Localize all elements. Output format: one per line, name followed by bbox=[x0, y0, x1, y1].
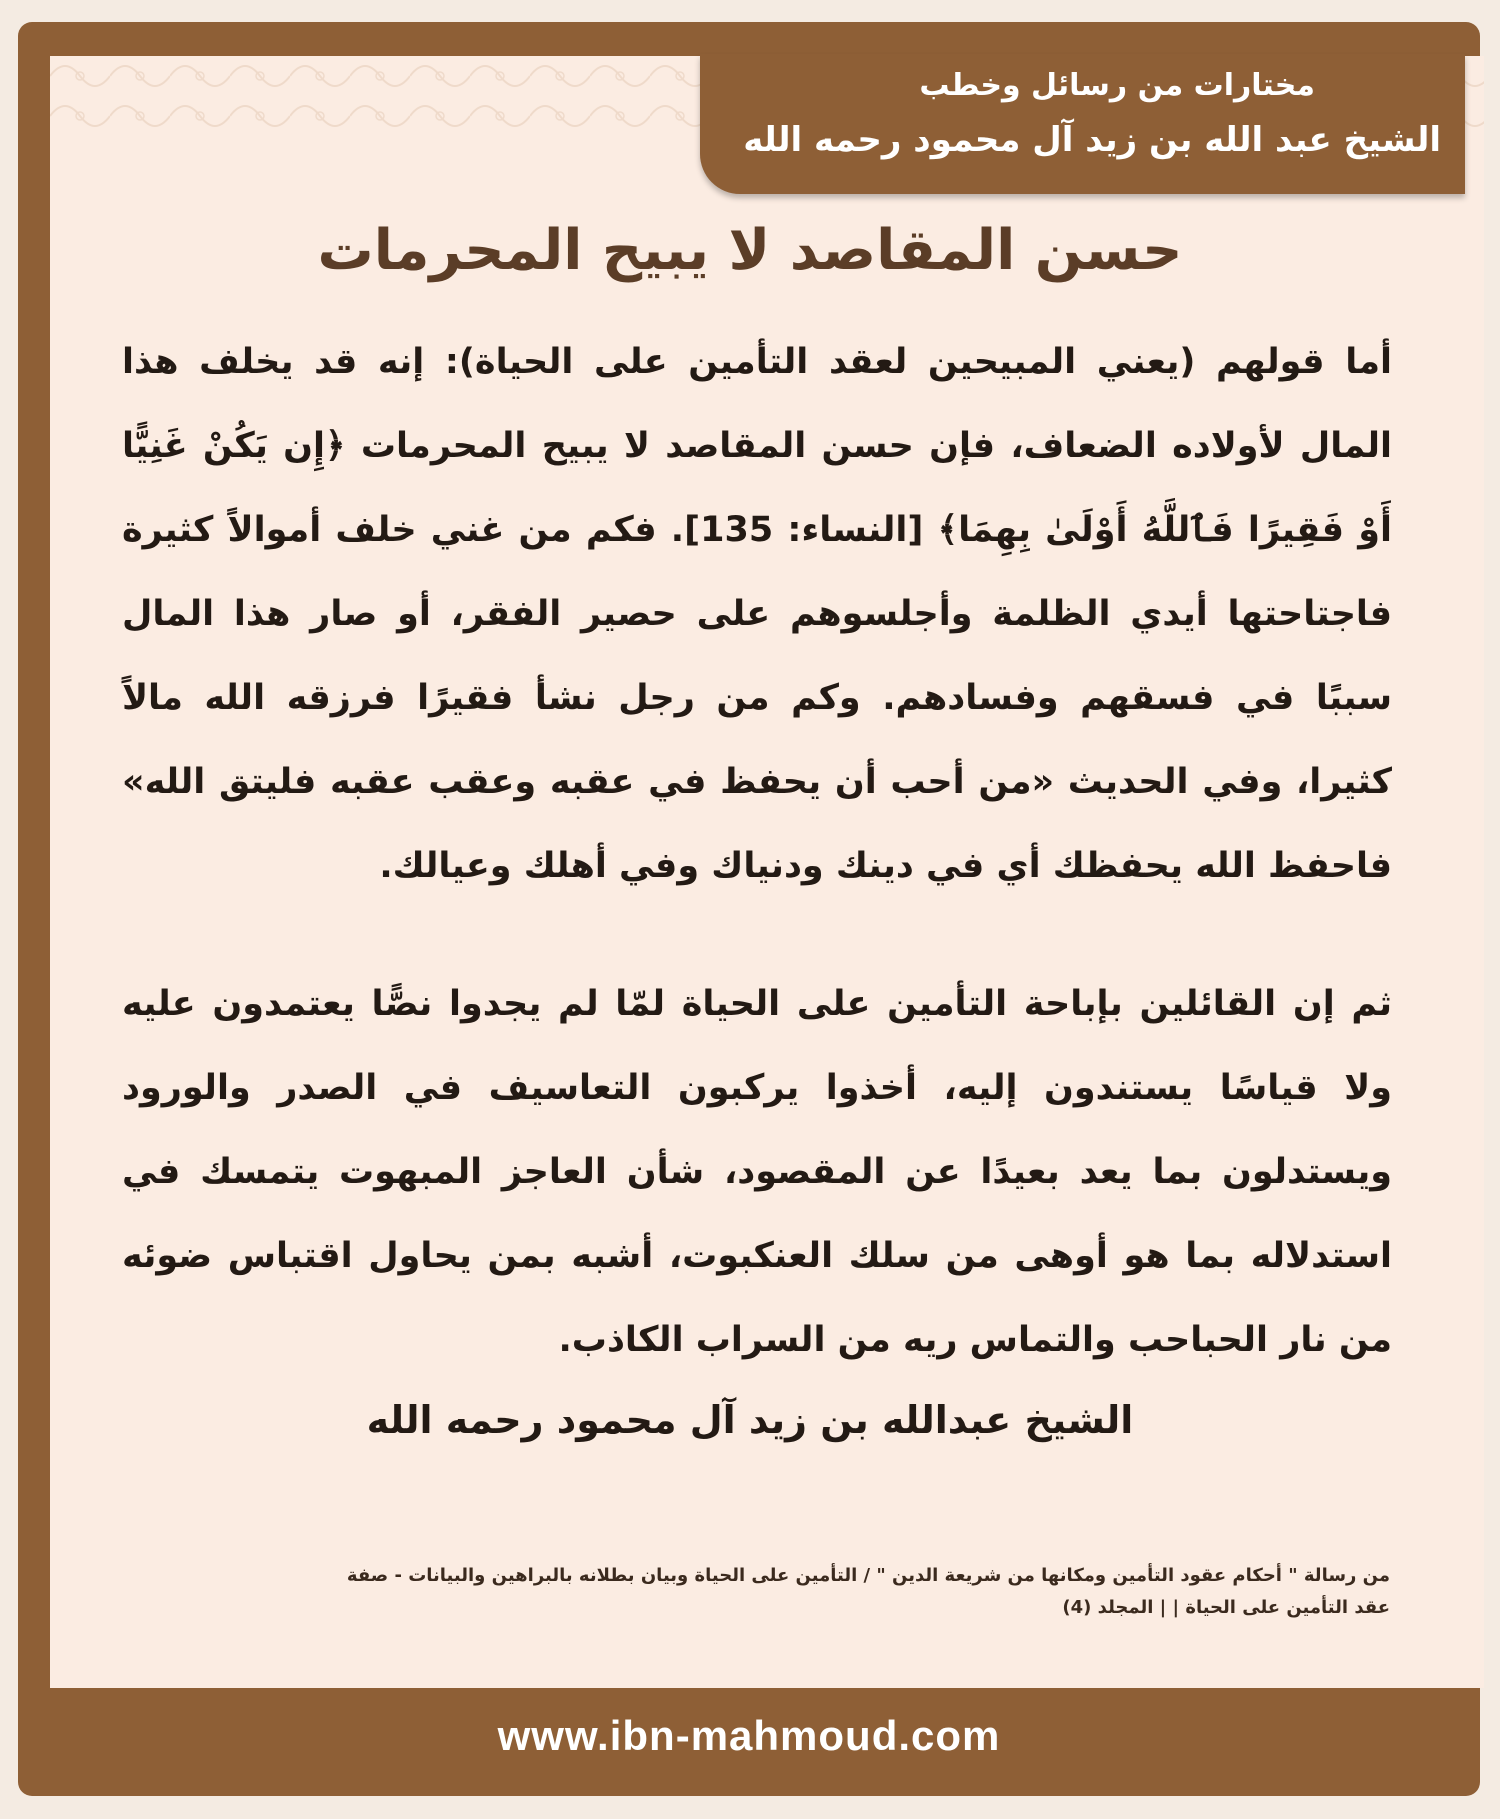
source-line-1: من رسالة " أحكام عقود التأمين ومكانها من شريعة الدين " / التأمين على الحياة وبيان بطلانه بالبراهين والبيانات - صفة bbox=[346, 1565, 1390, 1586]
website-link[interactable]: www.ibn-mahmoud.com bbox=[497, 1712, 1001, 1759]
source-line-2: عقد التأمين على الحياة | | المجلد (4) bbox=[1062, 1597, 1390, 1618]
paragraph-1: أما قولهم (يعني المبيحين لعقد التأمين على الحياة): إنه قد يخلف هذا المال لأولاده الضعاف، فإن حسن المقاصد لا يبيح المحرمات ﴿إِن يَكُنْ غَنِيًّا أَوْ فَقِيرًا فَٱللَّهُ أَوْلَىٰ بِهِمَا﴾ [النساء: 135]. فكم من غني خلف أموالاً كثيرة فاجتاحتها أيدي الظلمة وأجلسوهم على حصير الفقر، أو صار هذا المال سببًا في فسقهم وفسادهم. وكم من رجل نشأ فقيرًا فرزقه الله مالاً كثيرا، وفي الحديث «من أحب أن يحفظ في عقبه وعقب عقبه فليتق الله» فاحفظ الله يحفظك أي في دينك ودنياك وفي أهلك وعيالك. bbox=[122, 342, 1392, 886]
signature: الشيخ عبدالله بن زيد آل محمود رحمه الله bbox=[366, 1398, 1134, 1442]
paragraph-2: ثم إن القائلين بإباحة التأمين على الحياة لمّا لم يجدوا نصًّا يعتمدون عليه ولا قياسًا يستندون إليه، أخذوا يركبون التعاسيف في الصدر والورود ويستدلون بما يعد بعيدًا عن المقصود، شأن العاجز المبهوت يتمسك في استدلاله بما هو أوهى من سلك العنكبوت، أشبه بمن يحاول اقتباس ضوئه من نار الحباحب والتماس ريه من السراب الكاذب. bbox=[122, 984, 1392, 1360]
source-citation bbox=[110, 1560, 1390, 1624]
article-body bbox=[122, 320, 1392, 1382]
article-title: حسن المقاصد لا يبيح المحرمات bbox=[317, 218, 1183, 283]
header-series-title: مختارات من رسائل وخطب bbox=[919, 68, 1315, 103]
footer-bar bbox=[18, 1676, 1480, 1796]
header-author: الشيخ عبد الله بن زيد آل محمود رحمه الله bbox=[743, 120, 1441, 160]
header-ribbon bbox=[700, 54, 1465, 194]
